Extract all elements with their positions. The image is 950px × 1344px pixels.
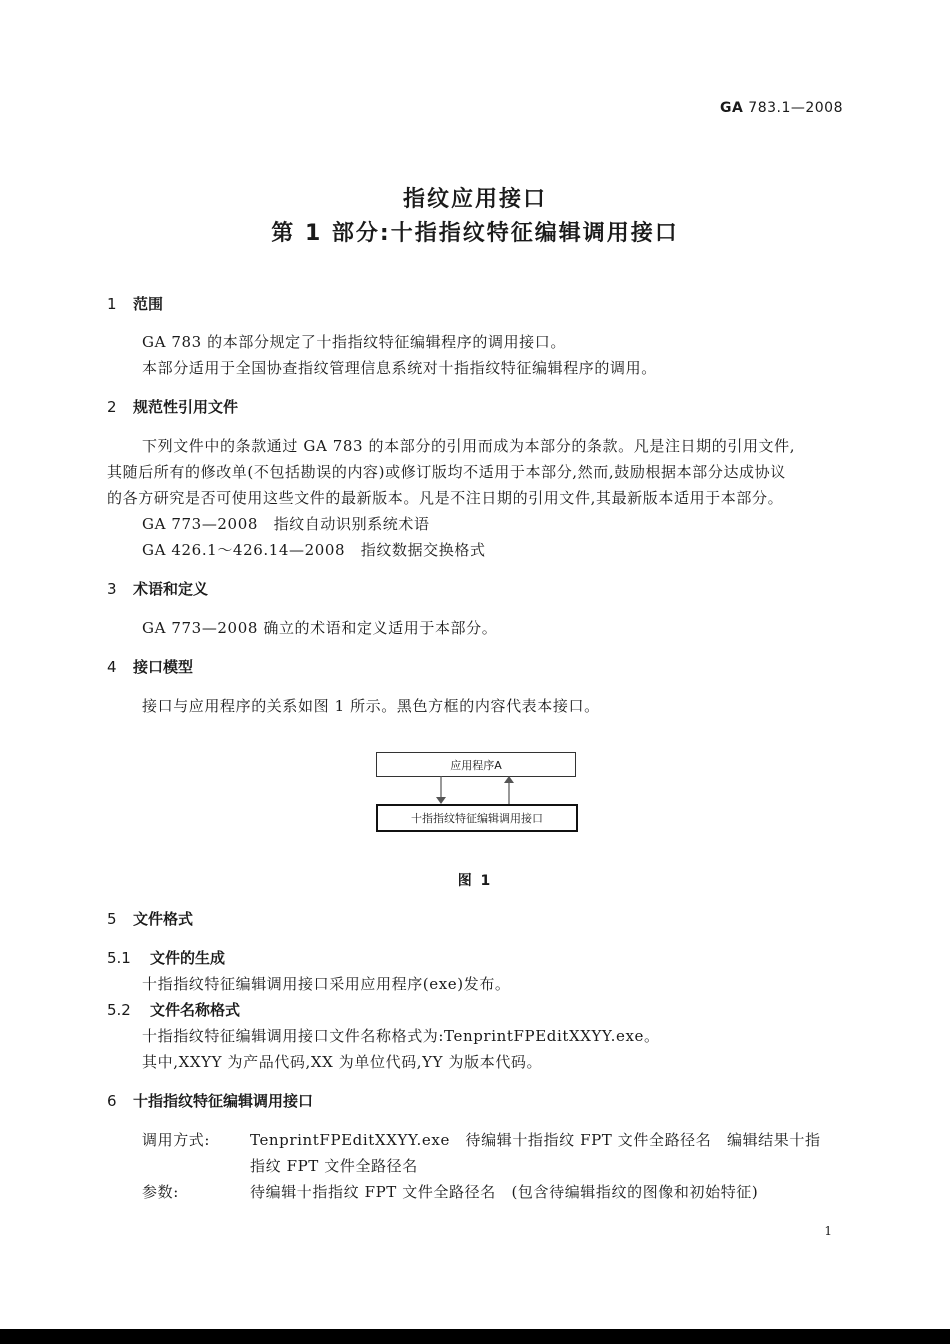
title-line-2: 第 1 部分:十指指纹特征编辑调用接口 [271,221,679,246]
doc-number: 783.1—2008 [748,100,843,116]
arrow-down-icon [436,776,446,804]
section-2-line-3: 的各方研究是否可使用这些文件的最新版本。凡是不注日期的引用文件,其最新版本适用于本部分。 [107,489,784,507]
heading-section-3: 3 术语和定义 [107,580,209,598]
section-2-line-1: 下列文件中的条款通过 GA 783 的本部分的引用而成为本部分的条款。凡是注日期的引用文件, [142,437,796,455]
figure-arrows [420,775,530,805]
call-method-label: 调用方式: [142,1131,211,1149]
doc-code: GA [720,100,744,116]
figure-box-application: 应用程序A [376,752,576,777]
heading-section-4: 4 接口模型 [107,658,194,676]
arrow-up-icon [504,776,514,804]
section-5-2-paragraph-2: 其中,XXYY 为产品代码,XX 为单位代码,YY 为版本代码。 [142,1053,543,1071]
heading-section-5-1: 5.1 文件的生成 [107,949,226,967]
heading-section-5: 5 文件格式 [107,910,194,928]
figure-caption: 图 1 [457,873,493,889]
section-1-paragraph-2: 本部分适用于全国协查指纹管理信息系统对十指指纹特征编辑程序的调用。 [142,359,657,377]
section-1-paragraph-1: GA 783 的本部分规定了十指指纹特征编辑程序的调用接口。 [142,333,566,351]
title-line-1: 指纹应用接口 [402,187,547,212]
heading-section-1: 1 范围 [107,295,164,313]
section-4-paragraph-1: 接口与应用程序的关系如图 1 所示。黑色方框的内容代表本接口。 [142,697,600,715]
section-5-1-paragraph-1: 十指指纹特征编辑调用接口采用应用程序(exe)发布。 [142,975,511,993]
heading-section-2: 2 规范性引用文件 [107,398,239,416]
section-5-2-paragraph-1: 十指指纹特征编辑调用接口文件名称格式为:TenprintFPEditXXYY.exe。 [142,1027,660,1045]
normative-reference-1: GA 773—2008 指纹自动识别系统术语 [142,515,430,533]
section-2-line-2: 其随后所有的修改单(不包括勘误的内容)或修订版均不适用于本部分,然而,鼓励根据本部分达成协议 [107,463,786,481]
call-method-value-line-2: 指纹 FPT 文件全路径名 [250,1157,418,1175]
heading-section-5-2: 5.2 文件名称格式 [107,1001,241,1019]
normative-reference-2: GA 426.1～426.14—2008 指纹数据交换格式 [142,541,486,559]
call-method-value-line-1: TenprintFPEditXXYY.exe 待编辑十指指纹 FPT 文件全路径名 编辑结果十指 [250,1131,821,1149]
section-3-paragraph-1: GA 773—2008 确立的术语和定义适用于本部分。 [142,619,498,637]
figure-box-interface: 十指指纹特征编辑调用接口 [376,804,578,832]
bottom-bar [0,1329,950,1344]
heading-section-6: 6 十指指纹特征编辑调用接口 [107,1092,314,1110]
parameter-value: 待编辑十指指纹 FPT 文件全路径名 (包含待编辑指纹的图像和初始特征) [250,1183,759,1201]
page-number: 1 [824,1224,832,1238]
parameter-label: 参数: [142,1183,179,1201]
document-number [720,100,843,116]
